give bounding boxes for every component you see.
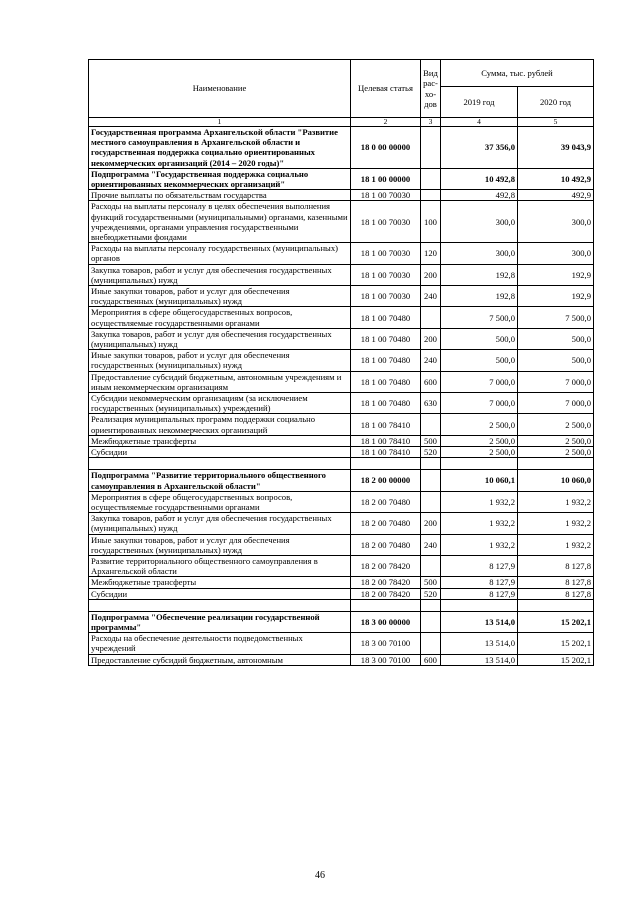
row-code: 18 1 00 70480 — [351, 393, 421, 414]
row-name: Межбюджетные трансферты — [89, 435, 351, 446]
row-sum-2019: 10 492,8 — [441, 168, 518, 189]
row-expense-type: 600 — [421, 371, 441, 392]
row-sum-2020: 8 127,8 — [518, 588, 594, 599]
row-name: Государственная программа Архангельской области "Развитие местного самоуправления в Архангельской области и государственная поддержка социально ориентированных некоммерческих организаций (2014 – 2020 годы)" — [89, 127, 351, 169]
row-sum-2019: 13 514,0 — [441, 611, 518, 632]
row-code: 18 1 00 70480 — [351, 328, 421, 349]
column-number: 5 — [518, 118, 594, 127]
row-name: Расходы на обеспечение деятельности подведомственных учреждений — [89, 633, 351, 654]
row-sum-2019: 492,8 — [441, 190, 518, 201]
row-sum-2019: 192,8 — [441, 286, 518, 307]
table-row — [89, 371, 594, 392]
row-sum-2019: 192,8 — [441, 264, 518, 285]
row-code: 18 1 00 70030 — [351, 190, 421, 201]
table-row — [89, 577, 594, 588]
row-sum-2020: 192,9 — [518, 264, 594, 285]
table-header-row — [89, 60, 594, 87]
row-expense-type: 500 — [421, 577, 441, 588]
column-number: 1 — [89, 118, 351, 127]
row-sum-2019: 1 932,2 — [441, 534, 518, 555]
row-code: 18 1 00 70480 — [351, 307, 421, 328]
row-expense-type: 520 — [421, 588, 441, 599]
table-row — [89, 534, 594, 555]
row-expense-type — [421, 470, 441, 491]
row-expense-type — [421, 190, 441, 201]
row-expense-type: 200 — [421, 328, 441, 349]
row-sum-2020: 1 932,2 — [518, 491, 594, 512]
spacer-cell — [421, 599, 441, 611]
row-sum-2020: 39 043,9 — [518, 127, 594, 169]
row-code: 18 2 00 70480 — [351, 491, 421, 512]
row-code: 18 1 00 70030 — [351, 201, 421, 243]
row-sum-2019: 7 500,0 — [441, 307, 518, 328]
row-sum-2020: 7 000,0 — [518, 371, 594, 392]
header-type: Вид рас-хо-дов — [421, 60, 441, 118]
header-year-2020: 2020 год — [518, 87, 594, 118]
row-name: Субсидии — [89, 447, 351, 458]
row-sum-2020: 500,0 — [518, 350, 594, 371]
row-code: 18 3 00 00000 — [351, 611, 421, 632]
row-expense-type: 240 — [421, 534, 441, 555]
row-name: Межбюджетные трансферты — [89, 577, 351, 588]
row-sum-2019: 8 127,9 — [441, 588, 518, 599]
row-code: 18 2 00 70480 — [351, 513, 421, 534]
row-code: 18 2 00 00000 — [351, 470, 421, 491]
spacer-cell — [421, 458, 441, 470]
row-expense-type — [421, 127, 441, 169]
row-expense-type — [421, 611, 441, 632]
row-sum-2020: 2 500,0 — [518, 435, 594, 446]
table-row — [89, 286, 594, 307]
row-sum-2019: 1 932,2 — [441, 513, 518, 534]
row-name: Подпрограмма "Развитие территориального общественного самоуправления в Архангельской области" — [89, 470, 351, 491]
row-code: 18 2 00 78420 — [351, 588, 421, 599]
table-spacer-row — [89, 599, 594, 611]
table-row-subprogram — [89, 168, 594, 189]
page-number: 46 — [315, 870, 325, 881]
row-code: 18 1 00 00000 — [351, 168, 421, 189]
table-row — [89, 307, 594, 328]
row-code: 18 1 00 70480 — [351, 350, 421, 371]
row-code: 18 3 00 70100 — [351, 654, 421, 665]
row-sum-2019: 1 932,2 — [441, 491, 518, 512]
row-sum-2020: 500,0 — [518, 328, 594, 349]
spacer-cell — [89, 458, 351, 470]
table-row — [89, 414, 594, 435]
header-sum: Сумма, тыс. рублей — [441, 60, 594, 87]
row-name: Закупка товаров, работ и услуг для обеспечения государственных (муниципальных) нужд — [89, 264, 351, 285]
row-expense-type: 200 — [421, 264, 441, 285]
row-sum-2020: 2 500,0 — [518, 447, 594, 458]
row-sum-2020: 7 000,0 — [518, 393, 594, 414]
row-sum-2019: 2 500,0 — [441, 414, 518, 435]
row-sum-2019: 300,0 — [441, 243, 518, 264]
row-sum-2019: 13 514,0 — [441, 654, 518, 665]
row-name: Субсидии некоммерческим организациям (за исключением государственных (муниципальных) учреждений) — [89, 393, 351, 414]
table-row-subprogram — [89, 470, 594, 491]
row-sum-2019: 8 127,9 — [441, 577, 518, 588]
column-number: 4 — [441, 118, 518, 127]
row-sum-2020: 15 202,1 — [518, 633, 594, 654]
spacer-cell — [351, 599, 421, 611]
row-expense-type — [421, 168, 441, 189]
row-sum-2019: 500,0 — [441, 328, 518, 349]
row-sum-2019: 37 356,0 — [441, 127, 518, 169]
row-sum-2020: 7 500,0 — [518, 307, 594, 328]
budget-document-page — [88, 59, 593, 666]
row-expense-type: 240 — [421, 350, 441, 371]
row-sum-2019: 500,0 — [441, 350, 518, 371]
table-spacer-row — [89, 458, 594, 470]
row-name: Закупка товаров, работ и услуг для обеспечения государственных (муниципальных) нужд — [89, 328, 351, 349]
row-sum-2019: 13 514,0 — [441, 633, 518, 654]
row-sum-2020: 300,0 — [518, 243, 594, 264]
row-name: Реализация муниципальных программ поддержки социально ориентированных некоммерческих организаций — [89, 414, 351, 435]
row-sum-2020: 1 932,2 — [518, 513, 594, 534]
column-number: 2 — [351, 118, 421, 127]
table-row — [89, 588, 594, 599]
row-sum-2020: 300,0 — [518, 201, 594, 243]
table-row — [89, 654, 594, 665]
table-row-subprogram — [89, 611, 594, 632]
row-sum-2020: 10 060,0 — [518, 470, 594, 491]
row-expense-type — [421, 555, 441, 576]
row-sum-2020: 15 202,1 — [518, 654, 594, 665]
spacer-cell — [518, 599, 594, 611]
row-code: 18 2 00 70480 — [351, 534, 421, 555]
row-expense-type: 200 — [421, 513, 441, 534]
header-code: Целевая статья — [351, 60, 421, 118]
row-sum-2019: 8 127,9 — [441, 555, 518, 576]
row-sum-2020: 15 202,1 — [518, 611, 594, 632]
row-expense-type — [421, 491, 441, 512]
spacer-cell — [351, 458, 421, 470]
row-code: 18 1 00 78410 — [351, 435, 421, 446]
header-year-2019: 2019 год — [441, 87, 518, 118]
row-expense-type: 100 — [421, 201, 441, 243]
row-name: Закупка товаров, работ и услуг для обеспечения государственных (муниципальных) нужд — [89, 513, 351, 534]
row-name: Иные закупки товаров, работ и услуг для обеспечения государственных (муниципальных) нужд — [89, 350, 351, 371]
row-sum-2019: 2 500,0 — [441, 447, 518, 458]
column-number: 3 — [421, 118, 441, 127]
column-number-row — [89, 118, 594, 127]
table-row — [89, 491, 594, 512]
row-name: Предоставление субсидий бюджетным, автономным — [89, 654, 351, 665]
table-row — [89, 435, 594, 446]
row-code: 18 1 00 70030 — [351, 243, 421, 264]
row-name: Расходы на выплаты персоналу в целях обеспечения выполнения функций государственными (муниципальными) органами, казенными учреждениями, органами управления государственными внебюджетными фондами — [89, 201, 351, 243]
row-name: Мероприятия в сфере общегосударственных вопросов, осуществляемые государственными органами — [89, 491, 351, 512]
header-name: Наименование — [89, 60, 351, 118]
table-row — [89, 328, 594, 349]
row-sum-2019: 300,0 — [441, 201, 518, 243]
row-sum-2020: 1 932,2 — [518, 534, 594, 555]
table-row-program — [89, 127, 594, 169]
row-code: 18 1 00 70030 — [351, 264, 421, 285]
table-row — [89, 350, 594, 371]
row-code: 18 2 00 78420 — [351, 577, 421, 588]
row-name: Мероприятия в сфере общегосударственных вопросов, осуществляемые государственными органами — [89, 307, 351, 328]
row-sum-2019: 10 060,1 — [441, 470, 518, 491]
row-sum-2019: 7 000,0 — [441, 371, 518, 392]
row-name: Прочие выплаты по обязательствам государства — [89, 190, 351, 201]
row-sum-2020: 8 127,8 — [518, 555, 594, 576]
row-expense-type: 520 — [421, 447, 441, 458]
table-row — [89, 393, 594, 414]
row-sum-2020: 192,9 — [518, 286, 594, 307]
spacer-cell — [441, 458, 518, 470]
budget-table — [88, 59, 594, 666]
row-code: 18 1 00 78410 — [351, 447, 421, 458]
table-row — [89, 243, 594, 264]
row-name: Развитие территориального общественного самоуправления в Архангельской области — [89, 555, 351, 576]
table-row — [89, 447, 594, 458]
row-name: Предоставление субсидий бюджетным, автономным учреждениям и иным некоммерческим организациям — [89, 371, 351, 392]
spacer-cell — [518, 458, 594, 470]
row-name: Иные закупки товаров, работ и услуг для обеспечения государственных (муниципальных) нужд — [89, 286, 351, 307]
row-name: Субсидии — [89, 588, 351, 599]
row-expense-type: 600 — [421, 654, 441, 665]
row-code: 18 3 00 70100 — [351, 633, 421, 654]
row-name: Подпрограмма "Государственная поддержка социально ориентированных некоммерческих организаций" — [89, 168, 351, 189]
table-row — [89, 633, 594, 654]
row-name: Расходы на выплаты персоналу государственных (муниципальных) органов — [89, 243, 351, 264]
row-code: 18 1 00 70480 — [351, 371, 421, 392]
row-sum-2019: 2 500,0 — [441, 435, 518, 446]
row-sum-2020: 8 127,8 — [518, 577, 594, 588]
row-name: Иные закупки товаров, работ и услуг для обеспечения государственных (муниципальных) нужд — [89, 534, 351, 555]
table-row — [89, 264, 594, 285]
table-row — [89, 190, 594, 201]
row-code: 18 1 00 70030 — [351, 286, 421, 307]
row-expense-type — [421, 307, 441, 328]
spacer-cell — [441, 599, 518, 611]
row-expense-type: 240 — [421, 286, 441, 307]
row-code: 18 2 00 78420 — [351, 555, 421, 576]
row-sum-2020: 10 492,9 — [518, 168, 594, 189]
table-row — [89, 201, 594, 243]
row-expense-type — [421, 414, 441, 435]
row-expense-type: 630 — [421, 393, 441, 414]
row-sum-2019: 7 000,0 — [441, 393, 518, 414]
row-sum-2020: 492,9 — [518, 190, 594, 201]
table-row — [89, 513, 594, 534]
row-expense-type — [421, 633, 441, 654]
row-code: 18 0 00 00000 — [351, 127, 421, 169]
spacer-cell — [89, 599, 351, 611]
row-expense-type: 120 — [421, 243, 441, 264]
row-name: Подпрограмма "Обеспечение реализации государственной программы" — [89, 611, 351, 632]
row-sum-2020: 2 500,0 — [518, 414, 594, 435]
table-row — [89, 555, 594, 576]
row-code: 18 1 00 78410 — [351, 414, 421, 435]
row-expense-type: 500 — [421, 435, 441, 446]
